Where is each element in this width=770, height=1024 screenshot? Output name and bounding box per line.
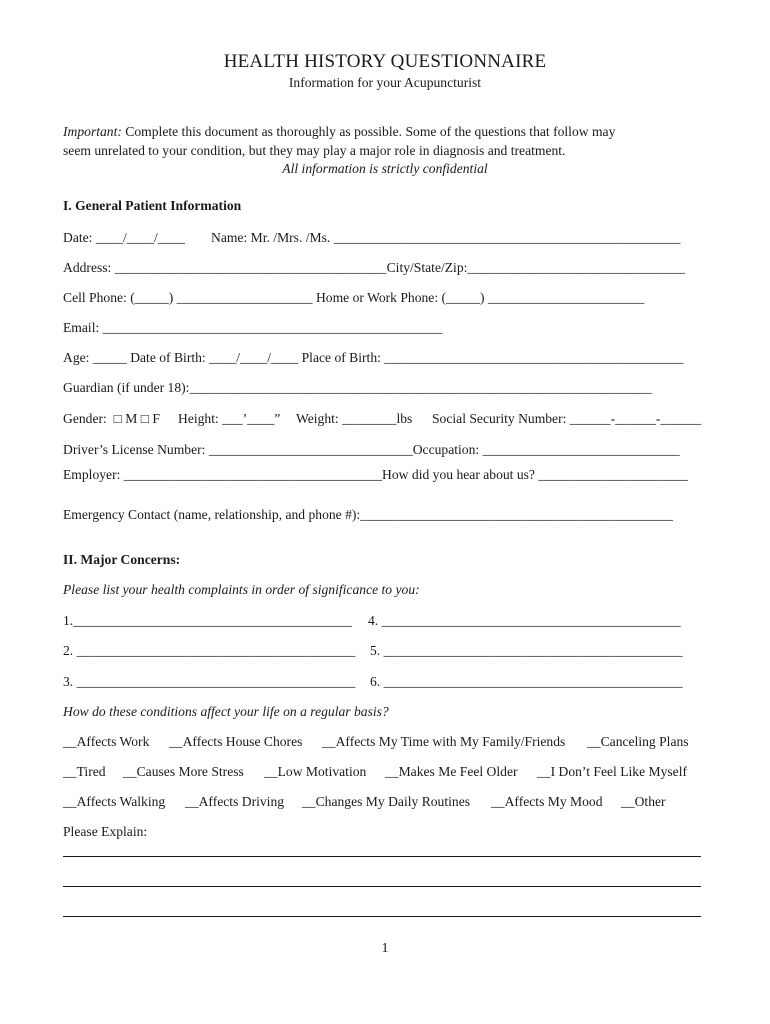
effect-option[interactable]: __Tired: [63, 764, 106, 779]
page-number: 1: [381, 941, 389, 956]
intro-line-1-text: Complete this document as thoroughly as possible. Some of the questions that follow may: [121, 124, 616, 139]
male-label: M: [125, 411, 138, 426]
effect-option[interactable]: __Makes Me Feel Older: [385, 764, 518, 779]
effects-prompt: How do these conditions affect your life on a regular basis?: [63, 704, 389, 719]
effect-option[interactable]: __Other: [621, 794, 666, 809]
confidential-note: All information is strictly confidential: [282, 161, 488, 176]
gender-label: Gender:: [63, 411, 107, 426]
section-2-heading: II. Major Concerns:: [63, 552, 181, 567]
address-field[interactable]: Address: ________________________________________City/State/Zip:________________________________: [63, 260, 685, 275]
weight-field[interactable]: Weight: ________lbs: [296, 411, 413, 426]
gender-row: [63, 411, 160, 427]
effect-option[interactable]: __Canceling Plans: [587, 734, 689, 749]
explain-line-2[interactable]: [63, 886, 701, 887]
complaints-prompt: Please list your health complaints in order of significance to you:: [63, 582, 420, 597]
complaint-5-field[interactable]: 5. ____________________________________________: [370, 643, 683, 658]
complaint-3-field[interactable]: 3. _________________________________________: [63, 674, 356, 689]
phone-field[interactable]: Cell Phone: (_____) ____________________ Home or Work Phone: (_____) _______________________: [63, 290, 645, 305]
intro-line-2: seem unrelated to your condition, but they may play a major role in diagnosis and treatment.: [63, 143, 566, 158]
name-field[interactable]: Name: Mr. /Mrs. /Ms. ___________________________________________________: [211, 230, 681, 245]
ssn-field[interactable]: Social Security Number: ______-______-______: [432, 411, 702, 426]
intro-line-1: [63, 124, 615, 140]
effect-option[interactable]: __Affects House Chores: [169, 734, 303, 749]
complaint-4-field[interactable]: 4. ____________________________________________: [368, 613, 681, 628]
explain-line-3[interactable]: [63, 916, 701, 917]
page-title: HEALTH HISTORY QUESTIONNAIRE: [223, 51, 547, 72]
effect-option[interactable]: __Affects My Mood: [491, 794, 603, 809]
employer-field[interactable]: Employer: ______________________________________How did you hear about us? ______________________: [63, 467, 688, 482]
effect-option[interactable]: __Causes More Stress: [123, 764, 244, 779]
guardian-field[interactable]: Guardian (if under 18):____________________________________________________________________: [63, 380, 652, 395]
effect-option[interactable]: __Changes My Daily Routines: [302, 794, 471, 809]
explain-label: Please Explain:: [63, 824, 148, 839]
male-checkbox[interactable]: □: [113, 411, 122, 426]
effect-option[interactable]: __Low Motivation: [264, 764, 367, 779]
date-field[interactable]: Date: ____/____/____: [63, 230, 185, 245]
female-checkbox[interactable]: □: [140, 411, 149, 426]
birth-field[interactable]: Age: _____ Date of Birth: ____/____/____ Place of Birth: ____________________________________________: [63, 350, 684, 365]
effect-option[interactable]: __Affects My Time with My Family/Friends: [322, 734, 566, 749]
effect-option[interactable]: __Affects Driving: [185, 794, 285, 809]
section-1-heading: I. General Patient Information: [63, 198, 242, 213]
email-field[interactable]: Email: __________________________________________________: [63, 320, 443, 335]
effect-option[interactable]: __I Don’t Feel Like Myself: [537, 764, 688, 779]
emergency-contact-field[interactable]: Emergency Contact (name, relationship, and phone #):______________________________________________: [63, 507, 673, 522]
effect-option[interactable]: __Affects Work: [63, 734, 150, 749]
height-field[interactable]: Height: ___’____”: [178, 411, 281, 426]
page-subtitle: Information for your Acupuncturist: [288, 75, 482, 90]
license-field[interactable]: Driver’s License Number: ______________________________Occupation: _____________________________: [63, 442, 680, 457]
important-label: Important:: [63, 124, 122, 139]
complaint-1-field[interactable]: 1._________________________________________: [63, 613, 352, 628]
complaint-6-field[interactable]: 6. ____________________________________________: [370, 674, 683, 689]
female-label: F: [152, 411, 160, 426]
explain-line-1[interactable]: [63, 856, 701, 857]
complaint-2-field[interactable]: 2. _________________________________________: [63, 643, 356, 658]
effect-option[interactable]: __Affects Walking: [63, 794, 166, 809]
